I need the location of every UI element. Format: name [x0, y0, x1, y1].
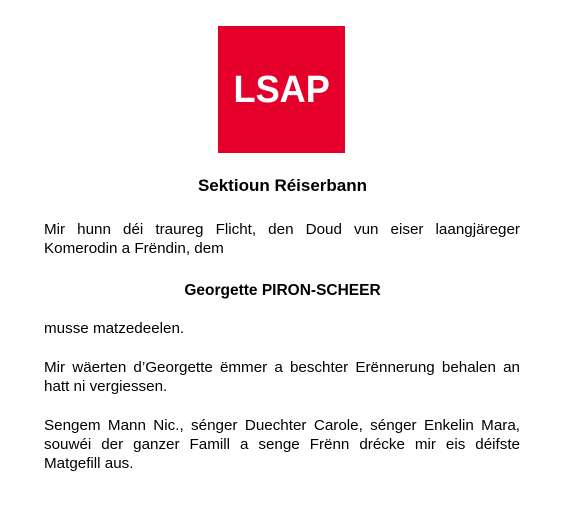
condolence-paragraph: Sengem Mann Nic., sénger Duechter Carole, sénger Enkelin Mara, souwéi der ganzer Famill a senge Frënn drécke mir eis déifste Matgefill aus. — [44, 417, 520, 472]
section-heading: Sektioun Réiserbann — [197, 176, 368, 195]
intro-paragraph: Mir hunn déi traureg Flicht, den Doud vun eiser laangjäreger Komerodin a Frëndin, dem — [44, 221, 520, 257]
logo-text: LSAP — [233, 68, 330, 111]
share-paragraph: musse matzedeelen. — [44, 320, 185, 337]
deceased-name: Georgette PIRON-SCHEER — [184, 282, 381, 299]
lsap-logo — [218, 26, 345, 153]
memory-paragraph: Mir wäerten d’Georgette ëmmer a beschter Erënnerung behalen an hatt ni vergiessen. — [44, 359, 520, 395]
